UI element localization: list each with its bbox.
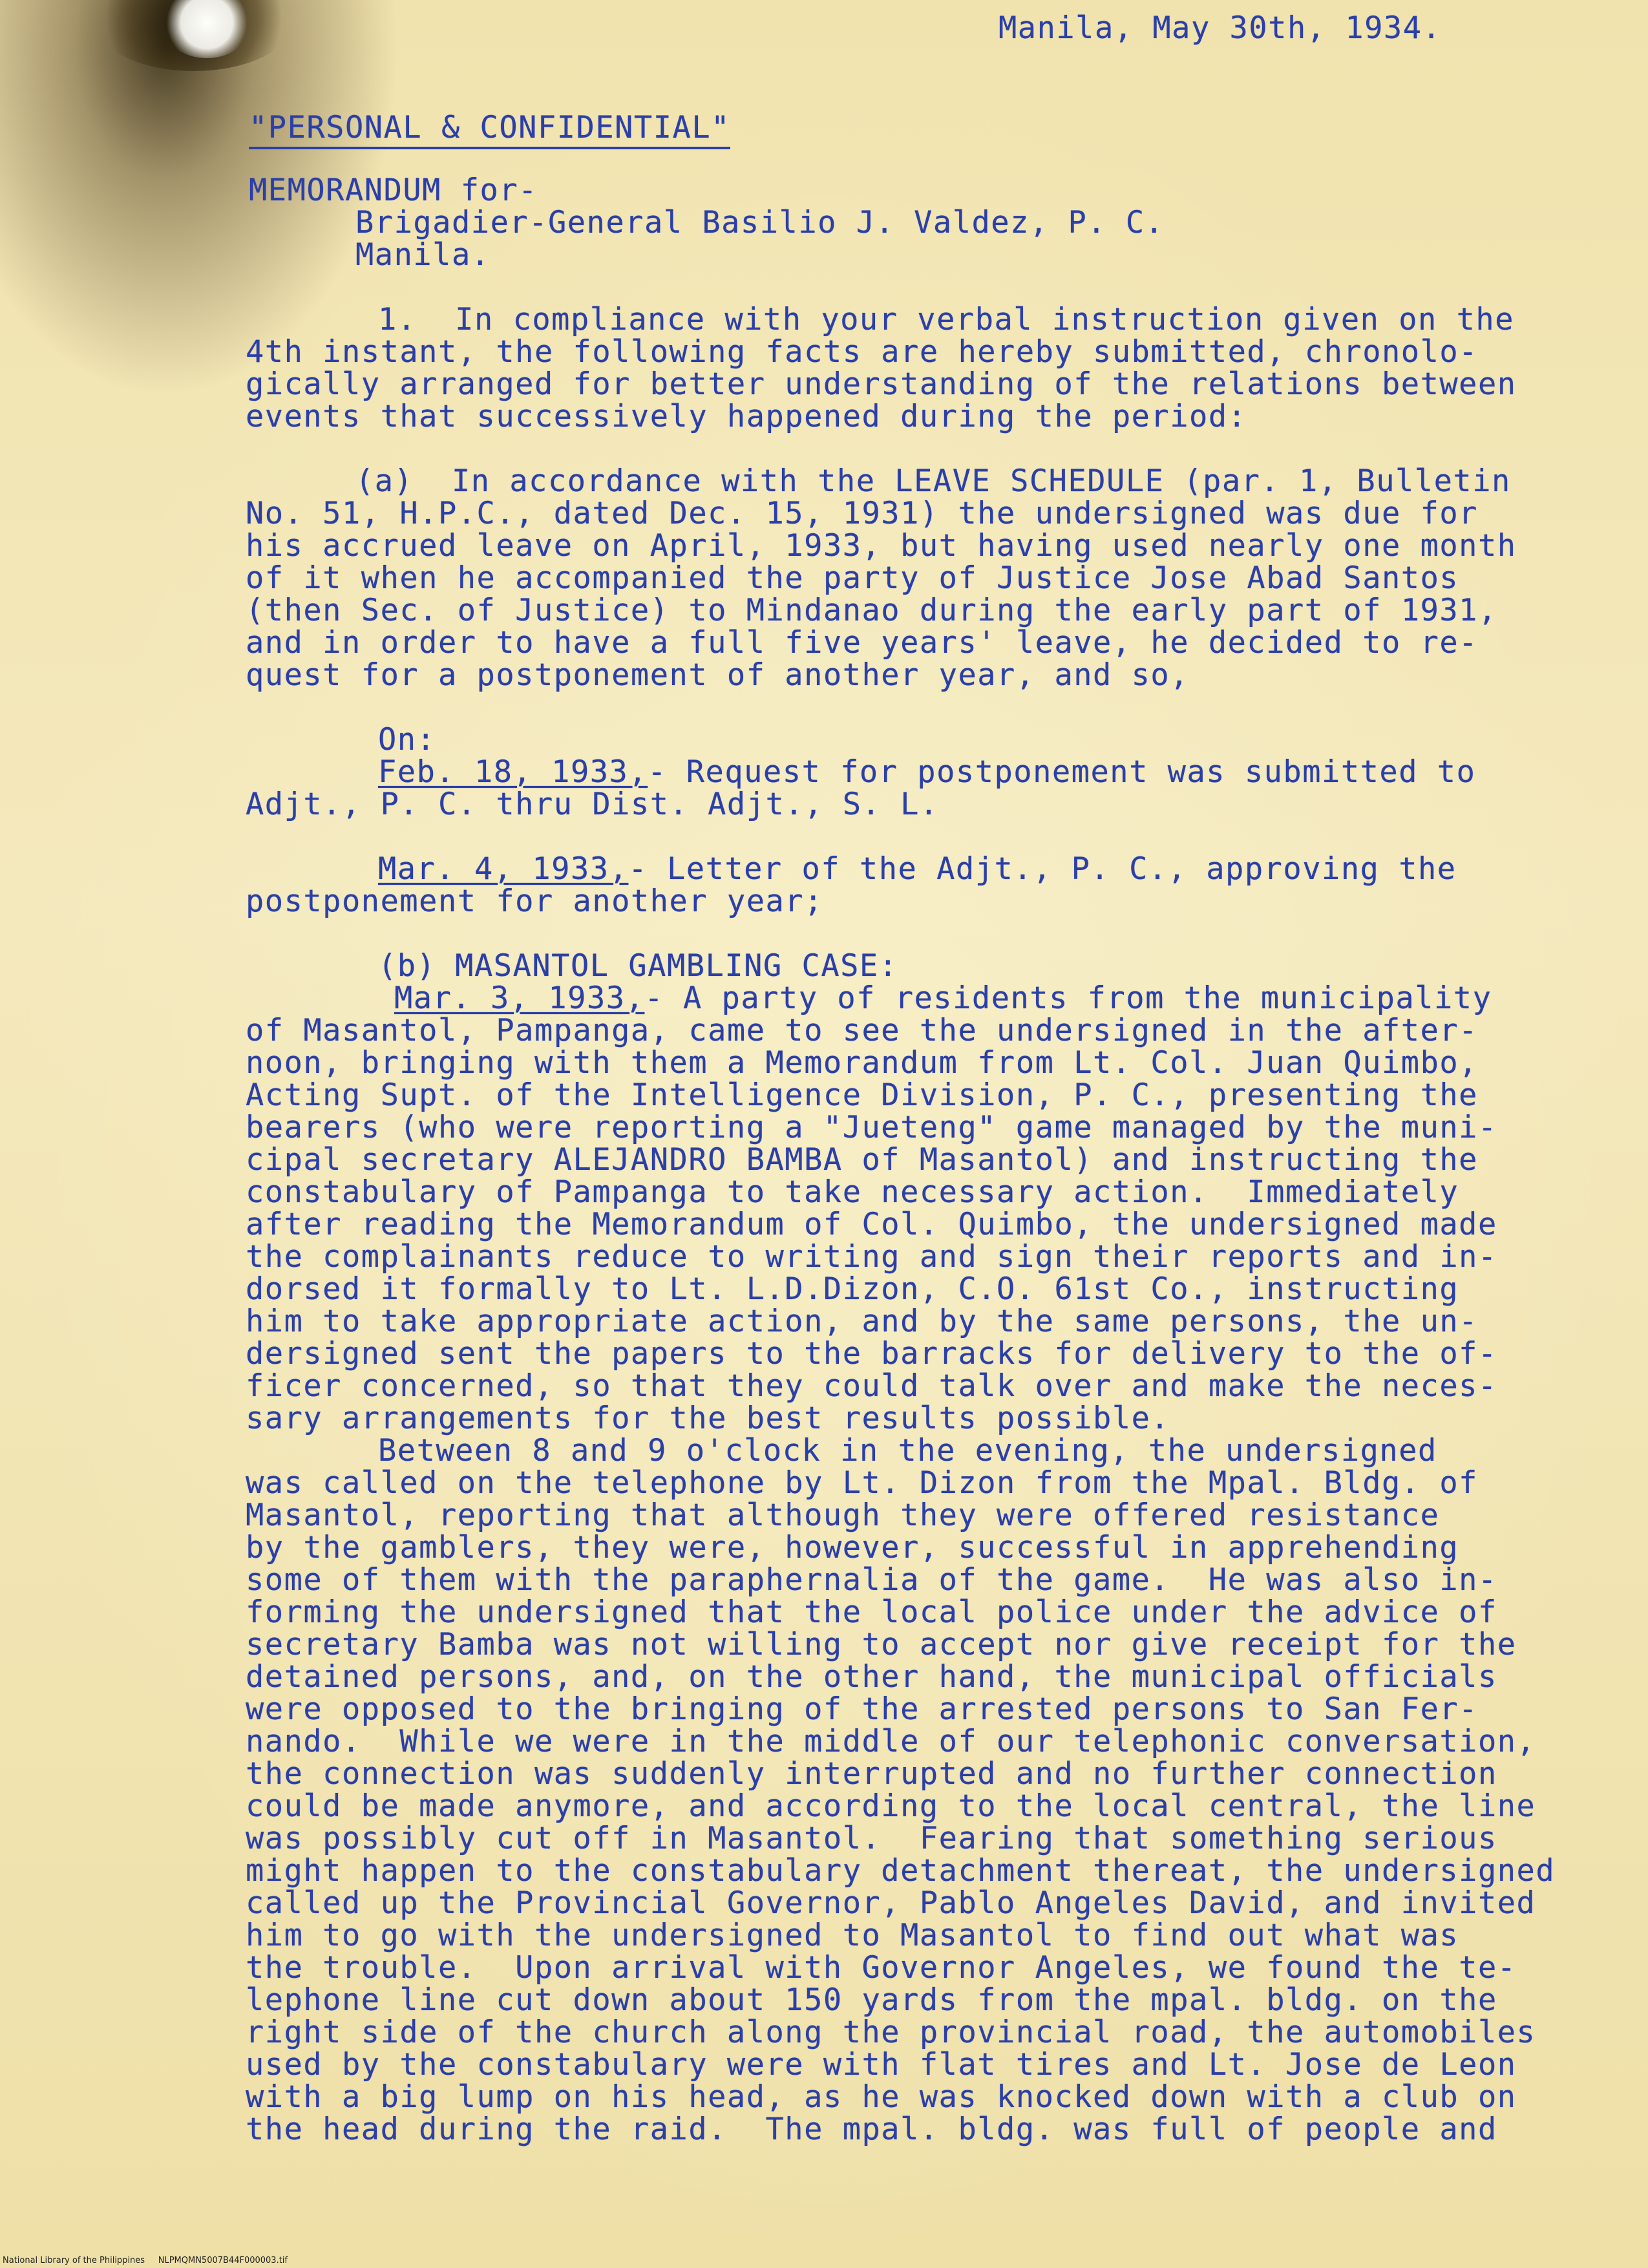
entry-date: Mar. 4, 1933, [378,851,629,887]
paragraph-line: bearers (who were reporting a "Jueteng" game managed by the muni- [246,1110,1497,1145]
paragraph-line: might happen to the constabulary detachment thereat, the undersigned [246,1853,1556,1889]
paragraph-line: was called on the telephone by Lt. Dizon from the Mpal. Bldg. of [246,1465,1478,1501]
chronology-entry [378,853,1457,885]
paragraph-line: his accrued leave on April, 1933, but having used nearly one month [246,528,1517,564]
paragraph-line: the connection was suddenly interrupted and no further connection [246,1756,1497,1792]
paragraph-line: (a) In accordance with the LEAVE SCHEDULE (par. 1, Bulletin [355,463,1511,499]
paragraph-line: could be made anymore, and according to the local central, the line [246,1788,1536,1824]
paragraph-line: were opposed to the bringing of the arrested persons to San Fer- [246,1691,1478,1727]
paragraph-line: 4th instant, the following facts are hereby submitted, chronolo- [246,334,1478,370]
paragraph-line: after reading the Memorandum of Col. Quimbo, the undersigned made [246,1207,1497,1242]
paragraph-line: dorsed it formally to Lt. L.D.Dizon, C.O. 61st Co., instructing [246,1271,1459,1307]
paragraph-line: him to take appropriate action, and by the same persons, the un- [246,1304,1478,1339]
paragraph-line: the head during the raid. The mpal. bldg. was full of people and [246,2112,1497,2147]
paragraph-line: Acting Supt. of the Intelligence Division, P. C., presenting the [246,1077,1478,1113]
memo-date: Manila, May 30th, 1934. [998,10,1442,46]
confidential-heading: "PERSONAL & CONFIDENTIAL" [249,110,730,149]
paragraph-line: 1. In compliance with your verbal instruction given on the [378,302,1514,337]
ink-stain [90,0,297,71]
paragraph-line: of it when he accompanied the party of Justice Jose Abad Santos [246,560,1459,596]
paragraph-line: cipal secretary ALEJANDRO BAMBA of Masantol) and instructing the [246,1142,1478,1178]
paragraph-line: of Masantol, Pampanga, came to see the undersigned in the after- [246,1013,1478,1048]
paragraph-line: called up the Provincial Governor, Pablo Angeles David, and invited [246,1885,1536,1921]
entry-text: - Letter of the Adjt., P. C., approving the [628,851,1457,887]
archive-footer: National Library of the Philippines NLPMQMN5007B44F000003.tif [3,2256,288,2265]
entry-text: - Request for postponement was submitted to [648,754,1476,790]
paragraph-line: him to go with the undersigned to Masantol to find out what was [246,1918,1459,1953]
paragraph-line: noon, bringing with them a Memorandum from Lt. Col. Juan Quimbo, [246,1045,1478,1081]
paragraph-line: events that successively happened during the period: [246,399,1247,434]
on-label: On: [378,722,436,758]
paragraph-line: with a big lump on his head, as he was knocked down with a club on [246,2079,1517,2115]
paragraph-line: (then Sec. of Justice) to Mindanao during the early part of 1931, [246,593,1497,628]
paragraph-line: ficer concerned, so that they could talk over and make the neces- [246,1368,1497,1404]
paragraph-line: and in order to have a full five years' leave, he decided to re- [246,625,1478,661]
paragraph-line: No. 51, H.P.C., dated Dec. 15, 1931) the undersigned was due for [246,496,1478,531]
paragraph-line: used by the constabulary were with flat tires and Lt. Jose de Leon [246,2047,1517,2083]
addressee-city: Manila. [355,237,491,273]
paragraph-line: constabulary of Pampanga to take necessary action. Immediately [246,1174,1459,1210]
paragraph-line: dersigned sent the papers to the barracks for delivery to the of- [246,1336,1497,1372]
paragraph-line: Between 8 and 9 o'clock in the evening, the undersigned [378,1433,1437,1468]
section-heading: (b) MASANTOL GAMBLING CASE: [378,948,898,984]
torn-corner [162,0,252,58]
paragraph-line: the trouble. Upon arrival with Governor Angeles, we found the te- [246,1950,1517,1986]
entry-date: Mar. 3, 1933, [394,980,645,1016]
paragraph-line: sary arrangements for the best results possible. [246,1401,1170,1436]
paragraph-line: was possibly cut off in Masantol. Fearing that something serious [246,1821,1497,1856]
paragraph-line: postponement for another year; [246,884,823,919]
paragraph-line: by the gamblers, they were, however, successful in apprehending [246,1530,1459,1565]
paragraph-line: detained persons, and, on the other hand, the municipal officials [246,1659,1497,1695]
paragraph-line: the complainants reduce to writing and sign their reports and in- [246,1239,1497,1275]
paragraph-line: gically arranged for better understanding of the relations between [246,366,1517,402]
paragraph-line: quest for a postponement of another year, and so, [246,657,1190,693]
chronology-entry [394,982,1492,1015]
entry-text: - A party of residents from the municipality [644,980,1492,1016]
chronology-entry [378,756,1475,789]
paragraph-line: Adjt., P. C. thru Dist. Adjt., S. L. [246,787,939,822]
paragraph-line: nando. While we were in the middle of our telephonic conversation, [246,1724,1536,1759]
memo-for-label: MEMORANDUM for- [249,173,538,208]
paragraph-line: some of them with the paraphernalia of the game. He was also in- [246,1562,1497,1598]
addressee-name: Brigadier-General Basilio J. Valdez, P. C. [355,205,1165,240]
entry-date: Feb. 18, 1933, [378,754,648,790]
paragraph-line: secretary Bamba was not willing to accept nor give receipt for the [246,1627,1517,1662]
paragraph-line: lephone line cut down about 150 yards from the mpal. bldg. on the [246,1982,1497,2018]
paragraph-line: forming the undersigned that the local police under the advice of [246,1595,1497,1630]
paragraph-line: right side of the church along the provincial road, the automobiles [246,2015,1536,2050]
paragraph-line: Masantol, reporting that although they were offered resistance [246,1498,1440,1533]
